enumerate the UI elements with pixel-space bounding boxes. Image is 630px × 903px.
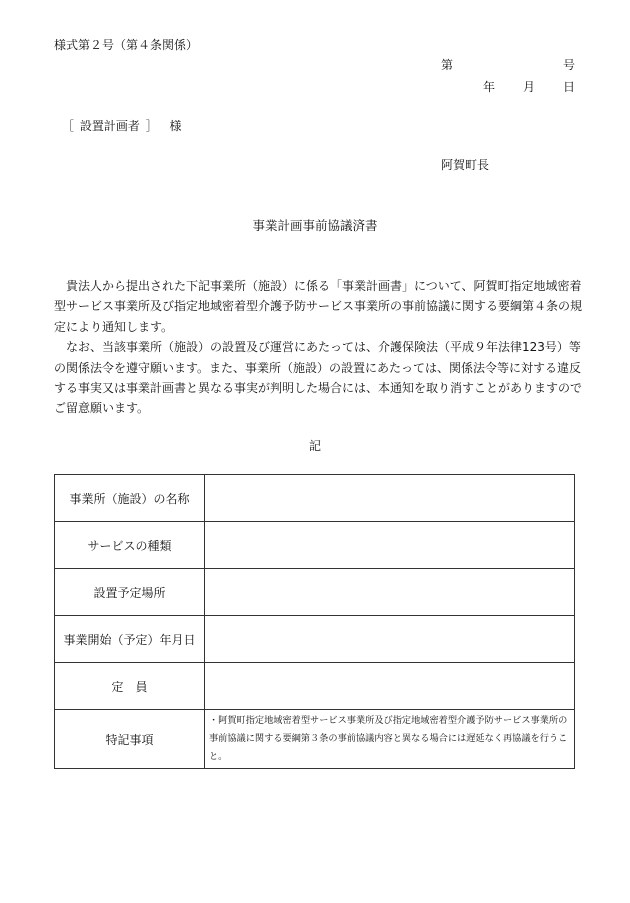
details-table [54,474,575,769]
row-value-service-type [205,522,575,569]
row-label-facility-name: 事業所（施設）の名称 [55,475,205,522]
row-label-service-type: サービスの種類 [55,522,205,569]
issue-number-suffix: 号 [563,58,576,72]
ki-heading: 記 [308,439,321,453]
row-label-location: 設置予定場所 [55,569,205,616]
document-title: 事業計画事前協議済書 [252,218,378,233]
table-row [55,522,575,569]
addressee [62,117,182,134]
row-value-capacity [205,663,575,710]
addressee-honorific: 様 [169,119,182,133]
date-month: 月 [523,80,536,94]
row-label-start-date: 事業開始（予定）年月日 [55,616,205,663]
addressee-bracket-close: ］ [145,119,158,133]
form-number: 様式第２号（第４条関係） [54,38,199,52]
date-day: 日 [563,80,576,94]
table-row [55,663,575,710]
row-label-capacity: 定 員 [55,663,205,710]
addressee-bracket-open: ［ [62,119,75,133]
table-row [55,710,575,769]
issue-number-prefix: 第 [441,58,454,72]
body-paragraph-1: 貴法人から提出された下記事業所（施設）に係る「事業計画書」について、阿賀町指定地域密着型サービス事業所及び指定地域密着型介護予防サービス事業所の事前協議に関する要綱第４条の規定により通知します。 [54,279,583,334]
date-year: 年 [483,80,496,94]
issuer-name: 阿賀町長 [441,158,490,172]
body-paragraph-2: なお、当該事業所（施設）の設置及び運営にあたっては、介護保険法（平成９年法律123号）等の関係法令を遵守願います。また、事業所（施設）の設置にあたっては、関係法令等に対する違反する事実又は事業計画書と異なる事実が判明した場合には、本通知を取り消すことがありますのでご留意願います。 [54,340,583,416]
row-label-special-notes: 特記事項 [55,710,205,769]
row-value-facility-name [205,475,575,522]
body-text [54,276,584,419]
table-row [55,475,575,522]
row-value-location [205,569,575,616]
row-value-special-notes: ・阿賀町指定地域密着型サービス事業所及び指定地域密着型介護予防サービス事業所の事前協議に関する要綱第３条の事前協議内容と異なる場合には遅延なく再協議を行うこと。 [205,710,575,769]
table-row [55,569,575,616]
table-row [55,616,575,663]
addressee-name: 設置計画者 [79,119,140,133]
row-value-start-date [205,616,575,663]
